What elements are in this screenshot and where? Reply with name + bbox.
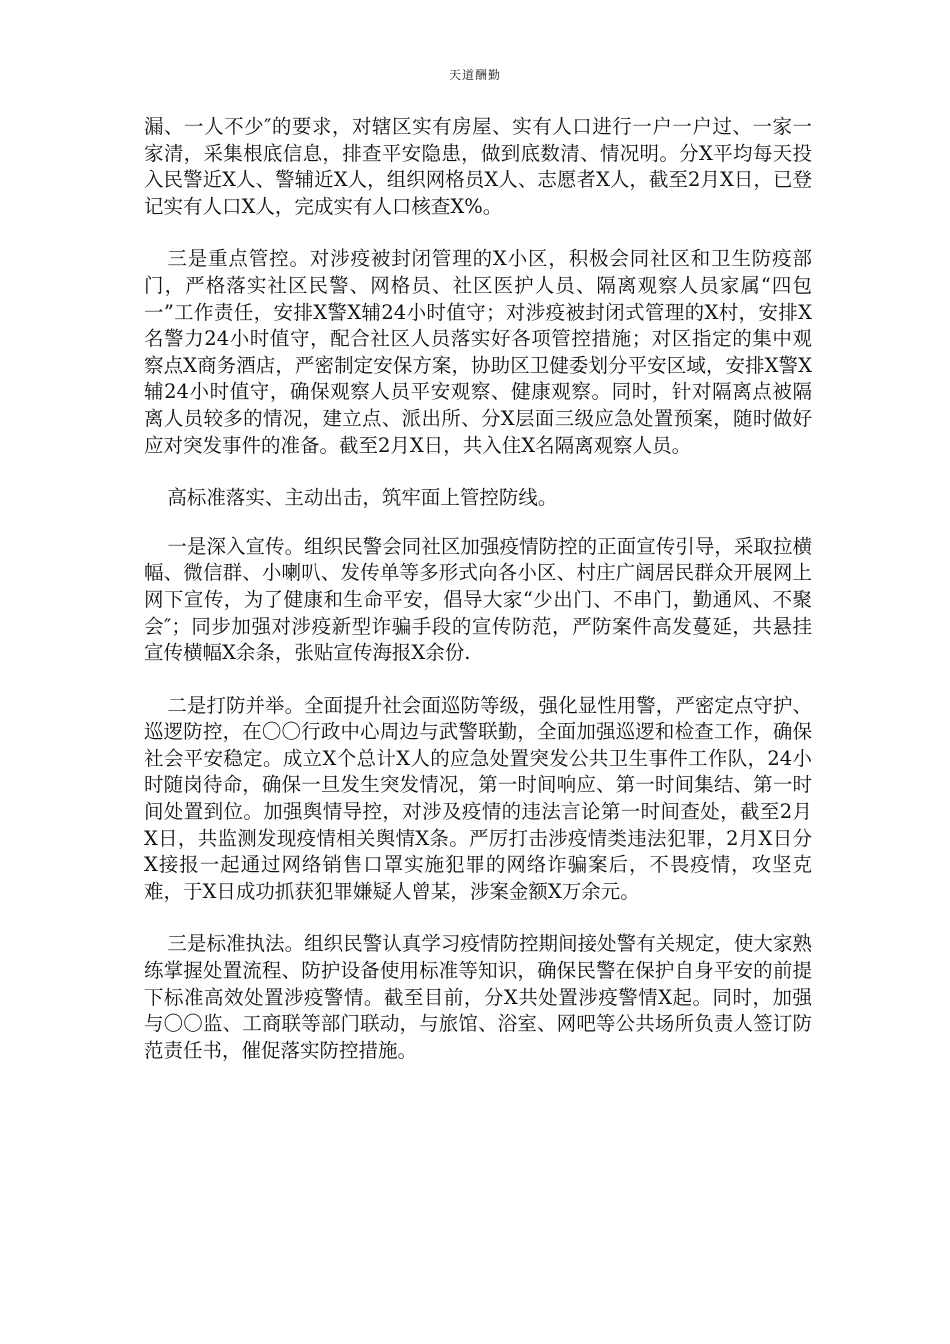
paragraph-standard-enforcement: 三是标准执法。组织民警认真学习疫情防控期间接处警有关规定，使大家熟练掌握处置流程、防护设备使用标准等知识，确保民警在保护自身平安的前提下标准高效处置涉疫警情。截至目前，分X共处置涉疫警情X起。同时，加强与〇〇监、工商联等部门联动，与旅馆、浴室、网吧等公共场所负责人签订防范责任书，催促落实防控措施。 [144, 932, 812, 1062]
paragraph-publicity: 一是深入宣传。组织民警会同社区加强疫情防控的正面宣传引导，采取拉横幅、微信群、小喇叭、发传单等多形式向各小区、村庄广阔居民群众开展网上网下宣传，为了健康和生命平安，倡导大家“少出门、不串门，勤通风、不聚会″；同步加强对涉疫新型诈骗手段的宣传防范，严防案件高发蔓延，共悬挂宣传横幅X余条，张贴宣传海报X余份. [144, 534, 812, 665]
section-heading: 高标准落实、主动出击，筑牢面上管控防线。 [167, 486, 558, 510]
page-header: 天道酬勤 [448, 68, 501, 82]
paragraph-prevention-strike: 二是打防并举。全面提升社会面巡防等级，强化显性用警，严密定点守护、巡逻防控，在〇〇行政中心周边与武警联勤，全面加强巡逻和检查工作，确保社会平安稳定。成立X个总计X人的应急处置突发公共卫生事件工作队，24小时随岗待命，确保一旦发生突发情况，第一时间响应、第一时间集结、第一时间处置到位。加强舆情导控，对涉及疫情的违法言论第一时间查处，截至2月X日，共监测发现疫情相关舆情X条。严厉打击涉疫情类违法犯罪，2月X日分X接报一起通过网络销售口罩实施犯罪的网络诈骗案后，不畏疫情，攻坚克难，于X日成功抓获犯罪嫌疑人曾某，涉案金额X万余元。 [144, 693, 812, 903]
paragraph-continuation: 漏、一人不少″的要求，对辖区实有房屋、实有人口进行一户一户过、一家一家清，采集根底信息，排查平安隐患，做到底数清、情况明。分X平均每天投入民警近X人、警辅近X人，组织网格员X人、志愿者X人，截至2月X日，已登记实有人口X人，完成实有人口核查X%。 [144, 115, 812, 218]
paragraph-key-control: 三是重点管控。对涉疫被封闭管理的X小区，积极会同社区和卫生防疫部门，严格落实社区民警、网格员、社区医护人员、隔离观察人员家属“四包一”工作责任，安排X警X辅24小时值守；对涉疫被封闭式管理的X村，安排X名警力24小时值守，配合社区人员落实好各项管控措施；对区指定的集中观察点X商务酒店，严密制定安保方案，协助区卫健委划分平安区域，安排X警X辅24小时值守，确保观察人员平安观察、健康观察。同时，针对隔离点被隔离人员较多的情况，建立点、派出所、分X层面三级应急处置预案，随时做好应对突发事件的准备。截至2月X日，共入住X名隔离观察人员。 [144, 247, 812, 457]
document-body [144, 114, 812, 1090]
